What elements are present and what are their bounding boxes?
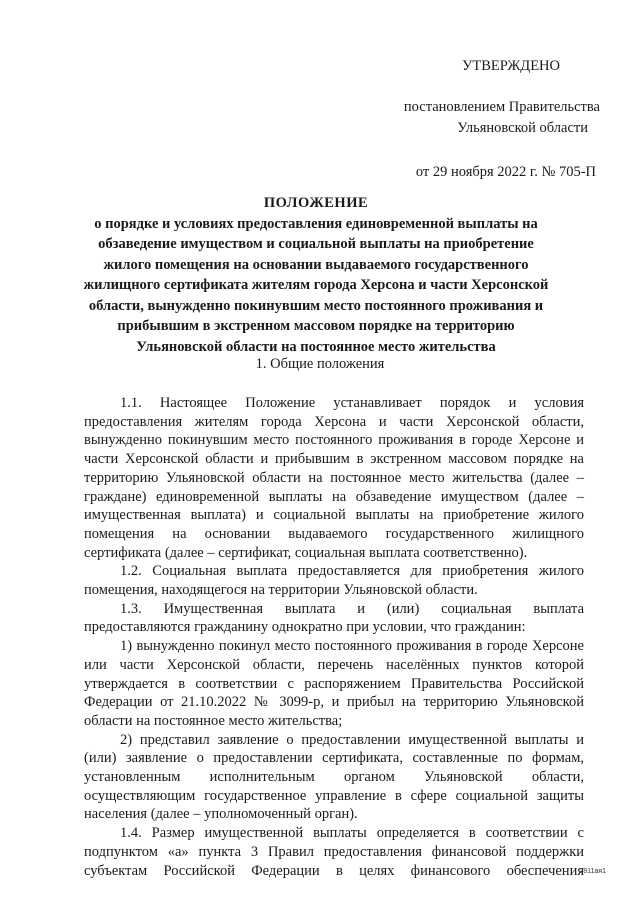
document-body [84,394,584,880]
approval-decree-line2: Ульяновской области [457,120,588,136]
paragraph-1-4: 1.4. Размер имущественной выплаты определяется в соответствии с подпунктом «а» пункта 3 Правил предоставления финансовой поддержки субъектам Российской Федерации в целях финансового обеспечения [84,825,584,879]
footer-code: 2811ая1 [579,868,606,875]
paragraph-1-3-item-1: 1) вынужденно покинул место постоянного проживания в городе Херсоне или части Херсонской области, перечень населённых пунктов которой утверждается в соответствии с распоряжением Правительства Российской Федерации от 21.10.2022 № 3099-р, и прибыл на территорию Ульяновской области на постоянное место жительства; [84,638,584,729]
approval-stamp-block [340,56,600,183]
paragraph-1-3: 1.3. Имущественная выплата и (или) социальная выплата предоставляются гражданину однократно при условии, что гражданин: [84,600,584,636]
paragraph-1-2: 1.2. Социальная выплата предоставляется для приобретения жилого помещения, находящегося на территории Ульяновской области. [84,563,584,599]
document-name: ПОЛОЖЕНИЕ [263,195,369,211]
approval-date: от 29 ноября 2022 г. № 705-П [415,164,596,180]
approval-decree [340,97,600,139]
section-title: 1. Общие положения [255,356,385,372]
paragraph-1-3-item-2: 2) представил заявление о предоставлении имущественной выплаты и (или) заявление о предоставлении сертификата, составленные по формам, установленным исполнительным органом Ульяновской области, осуществляющим государственное управление в сфере социальной защиты населения (далее – уполномоченный орган). [84,731,584,823]
document-heading [76,193,556,357]
approval-decree-line1: постановлением Правительства [403,99,600,115]
approval-title: УТВЕРЖДЕНО [462,58,560,74]
paragraph-1-1: 1.1. Настоящее Положение устанавливает порядок и условия предоставления жителям города Херсона и части Херсонской области, вынужденно покинувшим место постоянного проживания в городе Херсоне и части Херсонской области и прибывшим в экстренном массовом порядке на территорию Ульяновской области на постоянное место жительства (далее – граждане) единовременной выплаты на обзаведение имуществом (далее – имущественная выплата) и социальной выплаты на приобретение жилого помещения на основании выдаваемого государственного жилищного сертификата (далее – сертификат, социальная выплата соответственно). [84,395,584,561]
document-subtitle: о порядке и условиях предоставления единовременной выплаты на обзаведение имуществом и социальной выплаты на приобретение жилого помещения на основании выдаваемого государственного жилищного сертификата жителям города Херсона и части Херсонской области, вынужденно покинувшим место постоянного проживания и прибывшим в экстренном массовом порядке на территорию Ульяновской области на постоянное место жительства [83,215,549,355]
